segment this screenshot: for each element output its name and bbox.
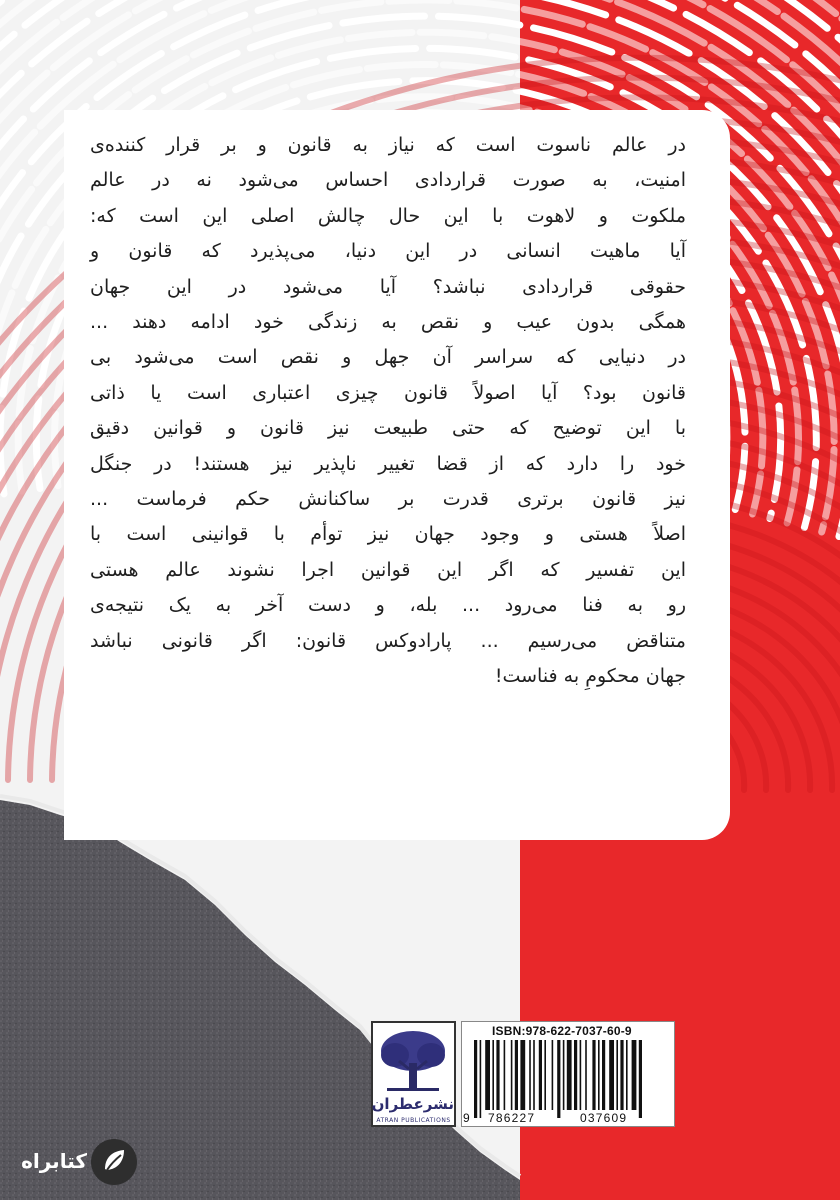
barcode-bar bbox=[480, 1040, 482, 1118]
ketabrah-watermark[interactable] bbox=[12, 1139, 137, 1185]
text-line: رو به فنا می‌رود ... بله، و دست آخر به یک نتیجه‌ی bbox=[90, 594, 686, 617]
barcode-bar bbox=[602, 1040, 605, 1110]
barcode-bar bbox=[632, 1040, 637, 1110]
barcode-bar bbox=[552, 1040, 554, 1110]
barcode-digits-right: 037609 bbox=[580, 1111, 628, 1125]
barcode-first-digit: 9 bbox=[463, 1111, 471, 1125]
publisher-logo bbox=[371, 1021, 456, 1127]
barcode-bar bbox=[544, 1040, 546, 1110]
barcode-bar bbox=[574, 1040, 577, 1110]
barcode-bar bbox=[620, 1040, 623, 1110]
text-line: آیا ماهیت انسانی در این دنیا، می‌پذیرد که قانون و bbox=[90, 240, 686, 263]
text-line: ملکوت و لاهوت با این حال چالش اصلی این است که: bbox=[90, 204, 686, 227]
text-line: جهان محکومِ به فناست! bbox=[494, 665, 686, 688]
barcode-bar bbox=[592, 1040, 595, 1110]
text-line: قانون بود؟ آیا اصولاً قانون چیزی اعتباری است یا ذاتی bbox=[90, 381, 686, 404]
barcode-bar bbox=[580, 1040, 582, 1110]
text-line: با این توضیح که حتی طبیعت نیز قانون و قوانین دقیق bbox=[90, 417, 686, 440]
publisher-name: نشرعطران bbox=[371, 1095, 454, 1113]
barcode-bar bbox=[539, 1040, 542, 1110]
barcode-bar bbox=[520, 1040, 525, 1110]
barcode-bar bbox=[626, 1040, 628, 1110]
barcode-bar bbox=[504, 1040, 506, 1110]
barcode-bar bbox=[485, 1040, 490, 1110]
leaf-logo-icon bbox=[91, 1139, 137, 1185]
barcode-bar bbox=[492, 1040, 494, 1110]
watermark-text: کتابراه bbox=[21, 1149, 87, 1173]
text-line: در دنیایی که سراسر آن جهل و نقص است می‌شود بی bbox=[90, 346, 686, 369]
barcode-digits-left: 786227 bbox=[488, 1111, 536, 1125]
barcode-bar bbox=[567, 1040, 572, 1110]
description-text-box bbox=[64, 110, 730, 840]
text-line: خود را دارد که از قضا تغییر ناپذیر نیز هستند! در جنگل bbox=[90, 452, 686, 475]
barcode-block bbox=[461, 1021, 675, 1127]
text-line: اصلاً هستی و وجود جهان نیز توأم با قوانینی است با bbox=[90, 523, 686, 546]
text-line: این تفسیر که اگر این قوانین اجرا نشوند عالم هستی bbox=[90, 558, 686, 581]
barcode-bar bbox=[515, 1040, 518, 1110]
barcode-bar bbox=[529, 1040, 531, 1110]
text-line: همگی بدون عیب و نقص به زندگی خود ادامه دهند ... bbox=[90, 311, 686, 334]
text-line: امنیت، به صورت قراردادی احساس می‌شود نه در عالم bbox=[90, 169, 686, 192]
barcode-bar bbox=[474, 1040, 477, 1118]
text-line: حقوقی قراردادی نباشد؟ آیا می‌شود در این جهان bbox=[90, 275, 686, 298]
text-line: متناقض می‌رسیم ... پارادوکس قانون: اگر قانونی نباشد bbox=[90, 629, 686, 652]
text-line: نیز قانون برتری قدرت بر ساکنانش حکم فرماست ... bbox=[90, 488, 686, 511]
barcode-bar bbox=[585, 1040, 587, 1110]
barcode-bar bbox=[557, 1040, 560, 1118]
barcode-bar bbox=[616, 1040, 618, 1110]
publisher-name-en: ATRAN PUBLICATIONS bbox=[376, 1117, 451, 1124]
barcode-bar bbox=[598, 1040, 600, 1110]
barcode-bar bbox=[496, 1040, 499, 1110]
text-line: در عالم ناسوت است که نیاز به قانون و بر قرار کننده‌ی bbox=[90, 134, 686, 156]
barcode-bar bbox=[511, 1040, 513, 1110]
barcode-bar bbox=[639, 1040, 642, 1118]
tree-icon bbox=[373, 1025, 454, 1095]
barcode-bar bbox=[609, 1040, 614, 1110]
isbn-number: ISBN:978-622-7037-60-9 bbox=[492, 1024, 632, 1038]
barcode-bar bbox=[533, 1040, 535, 1110]
barcode-bar bbox=[563, 1040, 565, 1110]
